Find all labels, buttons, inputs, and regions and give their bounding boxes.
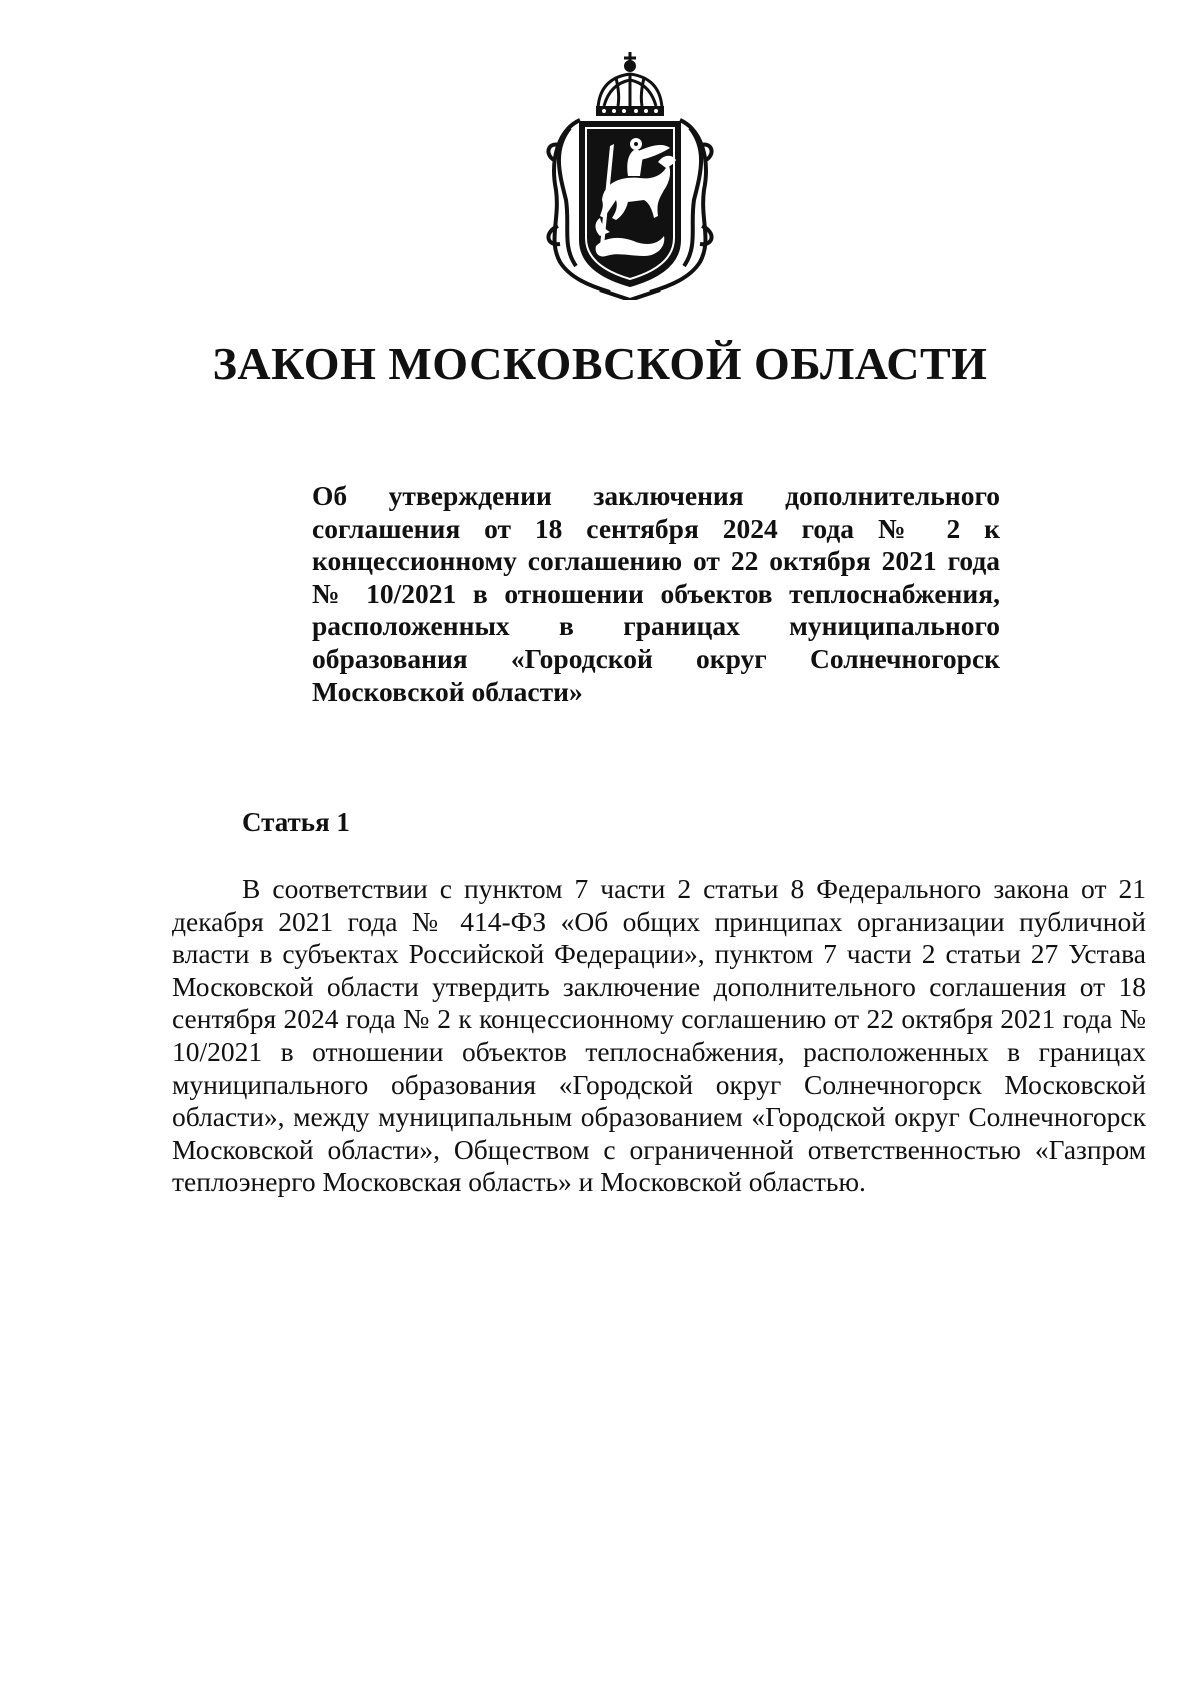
coat-of-arms-icon	[540, 50, 720, 300]
document-type-heading: ЗАКОН МОСКОВСКОЙ ОБЛАСТИ	[212, 338, 988, 389]
article-body-text: В соответствии с пунктом 7 части 2 статьи 8 Федерального закона от 21 декабря 2021 года № 414-ФЗ «Об общих принципах организации публичной власти в субъектах Российской Федерации», пунктом 7 части 2 статьи 27 Устава Московской области утвердить заключение дополнительного соглашения от 18 сентября 2024 года № 2 к концессионному соглашению от 22 октября 2021 года № 10/2021 в отношении объектов теплоснабжения, расположенных в границах муниципального образования «Городской округ Солнечногорск Московской области», между муниципальным образованием «Городской округ Солнечногорск Московской области», Обществом с ограниченной ответственностью «Газпром теплоэнерго Московская область» и Московской областью.	[172, 873, 1146, 1198]
law-title: Об утверждении заключения дополнительного соглашения от 18 сентября 2024 года № 2 к концессионному соглашению от 22 октября 2021 года № 10/2021 в отношении объектов теплоснабжения, расположенных в границах муниципального образования «Городской округ Солнечногорск Московской области»	[312, 480, 1000, 707]
article-heading: Статья 1	[242, 807, 350, 837]
